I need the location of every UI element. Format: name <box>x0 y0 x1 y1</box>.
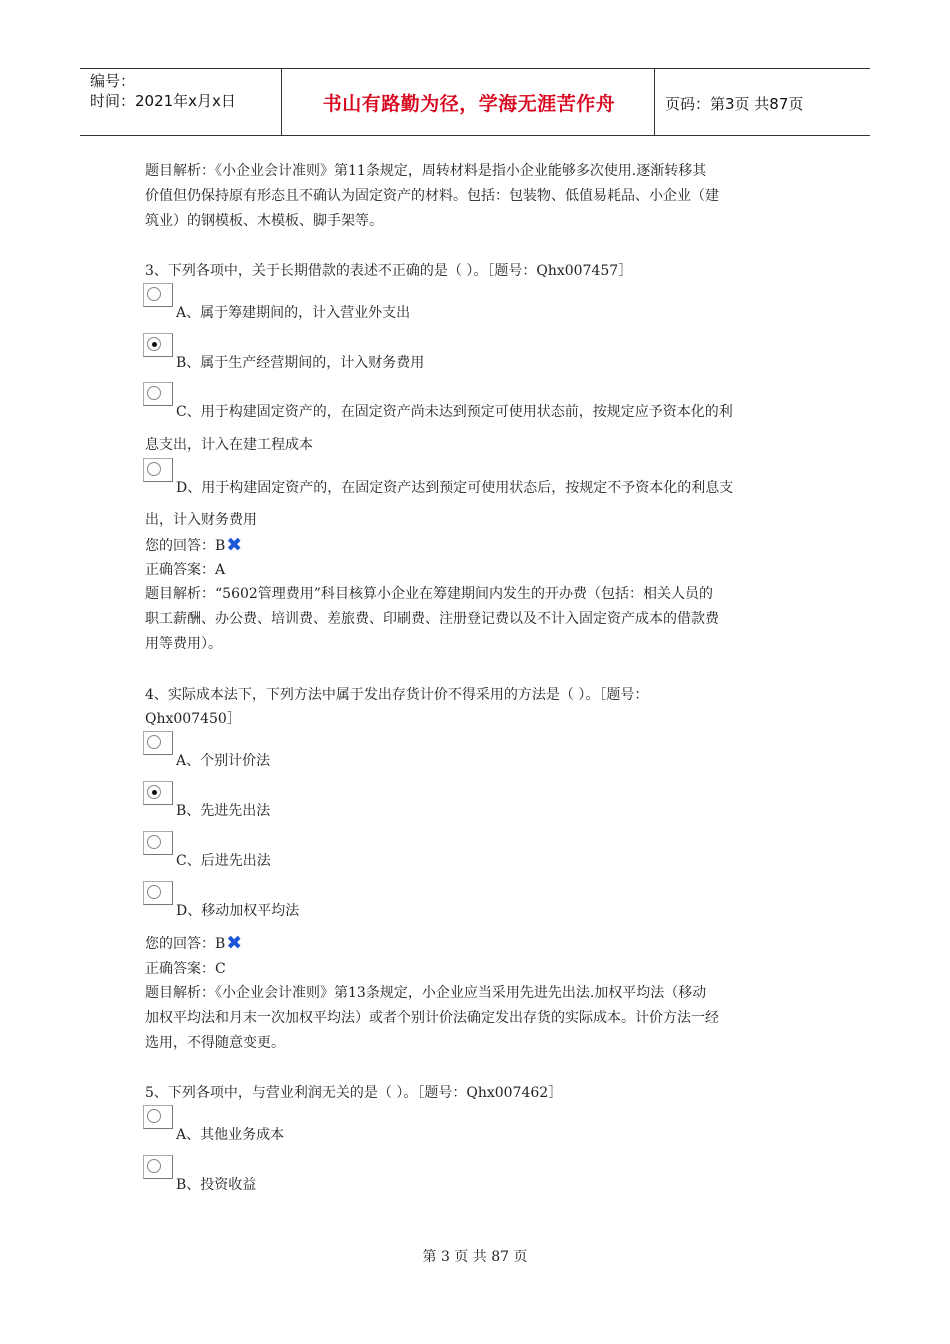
analysis-line: 加权平均法和月末一次加权平均法）或者个别计价法确定发出存货的实际成本。计价方法一经 <box>145 1010 719 1026</box>
option-a-radio[interactable] <box>143 1105 173 1129</box>
analysis-line: 职工薪酬、办公费、培训费、差旅费、印刷费、注册登记费以及不计入固定资产成本的借款费 <box>145 611 719 627</box>
option-a-label: A、个别计价法 <box>176 753 271 769</box>
page-header <box>80 68 870 136</box>
correct-answer: 正确答案：C <box>145 961 226 977</box>
option-b-radio[interactable] <box>143 1155 173 1179</box>
option-b-radio[interactable] <box>143 781 173 805</box>
radio-unchecked-icon <box>147 1159 161 1173</box>
header-divider <box>654 69 655 135</box>
option-b-radio[interactable] <box>143 333 173 357</box>
option-a-label: A、属于筹建期间的，计入营业外支出 <box>176 305 411 321</box>
your-answer <box>145 934 242 954</box>
option-c-label: C、后进先出法 <box>176 853 271 869</box>
header-motto: 书山有路勤为径，学海无涯苦作舟 <box>322 93 616 115</box>
your-answer <box>145 536 242 556</box>
question-stem: 3、下列各项中，关于长期借款的表述不正确的是（ ）。［题号：Qhx007457］ <box>145 263 633 279</box>
page-footer: 第 3 页 共 87 页 <box>422 1249 528 1265</box>
option-b-label: B、先进先出法 <box>176 803 271 819</box>
option-d-label: D、移动加权平均法 <box>176 903 300 919</box>
option-d-label-cont: 出，计入财务费用 <box>145 512 257 528</box>
analysis-line: 题目解析：《小企业会计准则》第13条规定，小企业应当采用先进先出法.加权平均法（移动 <box>145 985 707 1001</box>
your-answer-text: 您的回答：B <box>145 538 226 554</box>
code-label: 编号： <box>90 72 136 90</box>
analysis-line: 题目解析：《小企业会计准则》第11条规定，周转材料是指小企业能够多次使用.逐渐转移其 <box>145 163 707 179</box>
header-meta <box>90 71 236 111</box>
radio-unchecked-icon <box>147 287 161 301</box>
question-stem-cont: Qhx007450］ <box>145 711 241 727</box>
option-a-label: A、其他业务成本 <box>176 1127 285 1143</box>
analysis-line: 价值但仍保持原有形态且不确认为固定资产的材料。包括：包装物、低值易耗品、小企业（建 <box>145 188 719 204</box>
radio-unchecked-icon <box>147 735 161 749</box>
wrong-x-icon: ✖ <box>226 932 243 954</box>
question-stem: 4、实际成本法下，下列方法中属于发出存货计价不得采用的方法是（ ）。［题号： <box>145 687 649 703</box>
option-a-radio[interactable] <box>143 283 173 307</box>
radio-unchecked-icon <box>147 386 161 400</box>
wrong-x-icon: ✖ <box>226 534 243 556</box>
header-page-label: 页码：第3页 共87页 <box>665 95 804 113</box>
option-d-radio[interactable] <box>143 458 173 482</box>
header-divider <box>281 69 282 135</box>
option-d-radio[interactable] <box>143 881 173 905</box>
analysis-line: 用等费用）。 <box>145 636 222 652</box>
option-c-label: C、用于构建固定资产的，在固定资产尚未达到预定可使用状态前，按规定应予资本化的利 <box>176 404 733 420</box>
radio-unchecked-icon <box>147 462 161 476</box>
analysis-line: 选用，不得随意变更。 <box>145 1035 285 1051</box>
option-b-label: B、投资收益 <box>176 1177 257 1193</box>
option-c-radio[interactable] <box>143 382 173 406</box>
option-c-radio[interactable] <box>143 831 173 855</box>
correct-answer: 正确答案：A <box>145 562 226 578</box>
your-answer-text: 您的回答：B <box>145 936 226 952</box>
analysis-line: 筑业）的钢模板、木模板、脚手架等。 <box>145 213 383 229</box>
option-a-radio[interactable] <box>143 731 173 755</box>
question-stem: 5、下列各项中，与营业利润无关的是（ ）。［题号：Qhx007462］ <box>145 1085 563 1101</box>
option-b-label: B、属于生产经营期间的，计入财务费用 <box>176 355 425 371</box>
radio-checked-icon <box>147 785 161 799</box>
radio-unchecked-icon <box>147 1109 161 1123</box>
radio-checked-icon <box>147 337 161 351</box>
time-label: 时间：2021年x月x日 <box>90 92 236 110</box>
radio-unchecked-icon <box>147 885 161 899</box>
option-c-label-cont: 息支出，计入在建工程成本 <box>145 437 313 453</box>
radio-unchecked-icon <box>147 835 161 849</box>
option-d-label: D、用于构建固定资产的，在固定资产达到预定可使用状态后，按规定不予资本化的利息支 <box>176 480 734 496</box>
analysis-line: 题目解析：“5602管理费用”科目核算小企业在筹建期间内发生的开办费（包括：相关人员的 <box>145 586 713 602</box>
